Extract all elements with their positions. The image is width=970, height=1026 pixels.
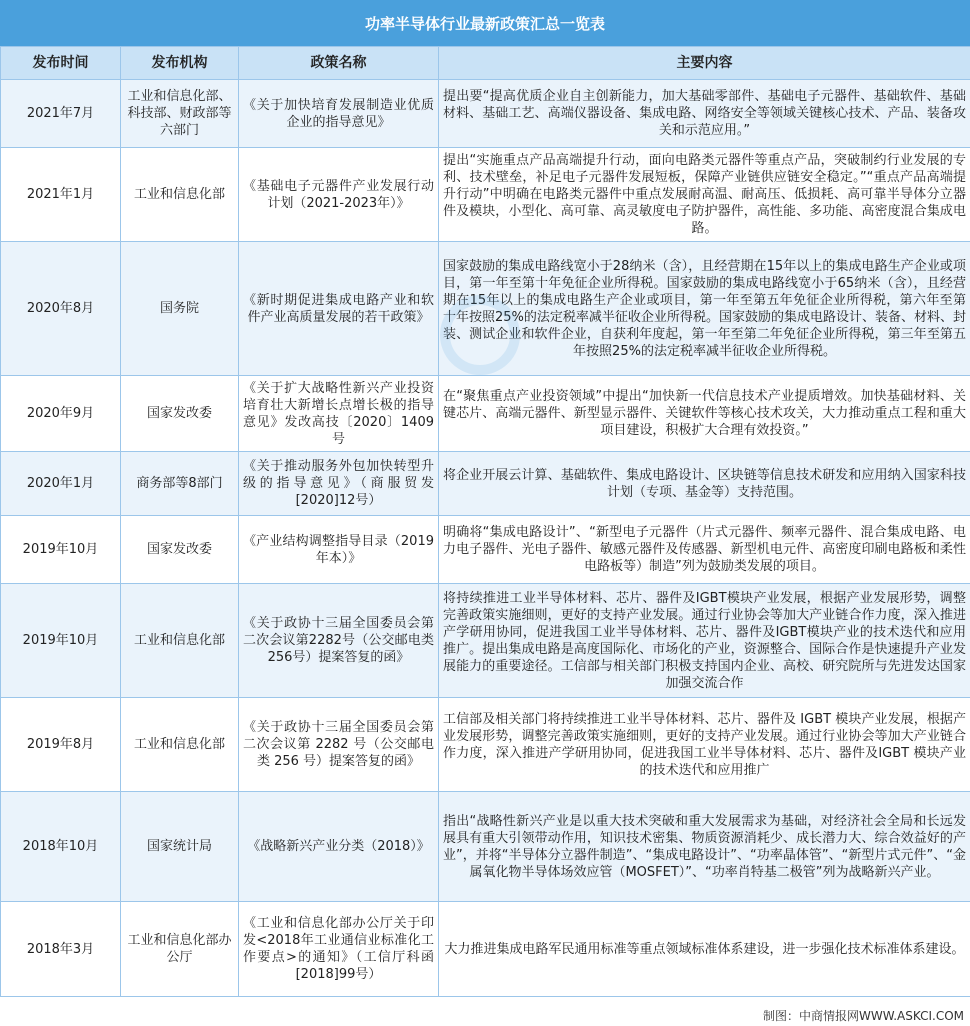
table-row <box>1 148 970 242</box>
cell-org: 国务院 <box>121 242 239 376</box>
table-row <box>1 452 970 516</box>
cell-date: 2020年1月 <box>1 452 121 516</box>
cell-date: 2018年10月 <box>1 792 121 902</box>
cell-date: 2018年3月 <box>1 902 121 997</box>
header-name: 政策名称 <box>239 47 439 80</box>
cell-policy-name: 《关于加快培育发展制造业优质企业的指导意见》 <box>239 80 439 148</box>
cell-policy-name: 《产业结构调整指导目录（2019年本）》 <box>239 516 439 584</box>
cell-org: 工业和信息化部、科技部、财政部等六部门 <box>121 80 239 148</box>
cell-date: 2021年1月 <box>1 148 121 242</box>
cell-content: 大力推进集成电路军民通用标准等重点领域标准体系建设，进一步强化技术标准体系建设。 <box>439 902 970 997</box>
header-date: 发布时间 <box>1 47 121 80</box>
cell-content: 将企业开展云计算、基础软件、集成电路设计、区块链等信息技术研发和应用纳入国家科技计划（专项、基金等）支持范围。 <box>439 452 970 516</box>
cell-org: 工业和信息化部 <box>121 148 239 242</box>
header-row <box>1 47 970 80</box>
cell-content: 指出“战略性新兴产业是以重大技术突破和重大发展需求为基础，对经济社会全局和长远发展具有重大引领带动作用，知识技术密集、物质资源消耗少、成长潜力大、综合效益好的产业”，并将“半导体分立器件制造”、“集成电路设计”、“功率晶体管”、“新型片式元件”、“金属氧化物半导体场效应管（MOSFET）”、“功率肖特基二极管”列为战略新兴产业。 <box>439 792 970 902</box>
table-row <box>1 698 970 792</box>
cell-org: 商务部等8部门 <box>121 452 239 516</box>
cell-content: 提出“实施重点产品高端提升行动，面向电路类元器件等重点产品，突破制约行业发展的专利、技术壁垒，补足电子元器件发展短板，保障产业链供应链安全稳定。”“重点产品高端提升行动”中明确在电路类元器件中重点发展耐高温、耐高压、低损耗、高可靠半导体分立器件及模块，小型化、高可靠、高灵敏度电子防护器件，高性能、多功能、高密度混合集成电路。 <box>439 148 970 242</box>
table-row <box>1 584 970 698</box>
table-row <box>1 516 970 584</box>
cell-policy-name: 《战略新兴产业分类（2018）》 <box>239 792 439 902</box>
table-row <box>1 902 970 997</box>
cell-policy-name: 《关于政协十三届全国委员会第二次会议第 2282 号（公交邮电类 256 号）提案答复的函》 <box>239 698 439 792</box>
cell-content: 在“聚焦重点产业投资领域”中提出“加快新一代信息技术产业提质增效。加快基础材料、关键芯片、高端元器件、新型显示器件、关键软件等核心技术攻关，大力推动重点工程和重大项目建设，积极扩大合理有效投资。” <box>439 376 970 452</box>
cell-date: 2019年8月 <box>1 698 121 792</box>
cell-policy-name: 《工业和信息化部办公厅关于印发<2018年工业通信业标准化工作要点>的通知》（工信厅科函[2018]99号） <box>239 902 439 997</box>
table-row <box>1 242 970 376</box>
table-row <box>1 80 970 148</box>
table-row <box>1 376 970 452</box>
cell-policy-name: 《新时期促进集成电路产业和软件产业高质量发展的若干政策》 <box>239 242 439 376</box>
table-title: 功率半导体行业最新政策汇总一览表 <box>0 0 970 46</box>
cell-date: 2019年10月 <box>1 584 121 698</box>
cell-date: 2020年9月 <box>1 376 121 452</box>
header-content: 主要内容 <box>439 47 970 80</box>
cell-policy-name: 《关于推动服务外包加快转型升级的指导意见》（商服贸发[2020]12号） <box>239 452 439 516</box>
cell-policy-name: 《基础电子元器件产业发展行动计划（2021-2023年）》 <box>239 148 439 242</box>
cell-date: 2020年8月 <box>1 242 121 376</box>
header-org: 发布机构 <box>121 47 239 80</box>
cell-content: 明确将“集成电路设计”、“新型电子元器件（片式元器件、频率元器件、混合集成电路、电力电子器件、光电子器件、敏感元器件及传感器、新型机电元件、高密度印刷电路板和柔性电路板等）制造”列为鼓励类发展的项目。 <box>439 516 970 584</box>
policy-table <box>0 46 970 997</box>
cell-org: 国家发改委 <box>121 516 239 584</box>
cell-date: 2021年7月 <box>1 80 121 148</box>
cell-org: 工业和信息化部办公厅 <box>121 902 239 997</box>
source-footer: 制图：中商情报网WWW.ASKCI.COM <box>763 1009 964 1023</box>
cell-org: 国家发改委 <box>121 376 239 452</box>
cell-content: 提出要“提高优质企业自主创新能力，加大基础零部件、基础电子元器件、基础软件、基础材料、基础工艺、高端仪器设备、集成电路、网络安全等领域关键核心技术、产品、装备攻关和示范应用。” <box>439 80 970 148</box>
cell-policy-name: 《关于扩大战略性新兴产业投资培育壮大新增长点增长极的指导意见》发改高技〔2020〕1409号 <box>239 376 439 452</box>
cell-date: 2019年10月 <box>1 516 121 584</box>
cell-org: 工业和信息化部 <box>121 698 239 792</box>
cell-content: 国家鼓励的集成电路线宽小于28纳米（含），且经营期在15年以上的集成电路生产企业或项目，第一年至第十年免征企业所得税。国家鼓励的集成电路线宽小于65纳米（含），且经营期在15年以上的集成电路生产企业或项目，第一年至第五年免征企业所得税，第六年至第十年按照25%的法定税率减半征收企业所得税。国家鼓励的集成电路设计、装备、材料、封装、测试企业和软件企业，自获利年度起，第一年至第二年免征企业所得税，第三年至第五年按照25%的法定税率减半征收企业所得税。 <box>439 242 970 376</box>
table-row <box>1 792 970 902</box>
cell-content: 将持续推进工业半导体材料、芯片、器件及IGBT模块产业发展，根据产业发展形势，调整完善政策实施细则，更好的支持产业发展。通过行业协会等加大产业链合作力度，深入推进产学研用协同，促进我国工业半导体材料、芯片、器件及IGBT模块产业的技术迭代和应用推广。提出集成电路是高度国际化、市场化的产业，资源整合、国际合作是快速提升产业发展能力的重要途径。工信部与相关部门积极支持国内企业、高校、研究院所与先进发达国家加强交流合作 <box>439 584 970 698</box>
cell-org: 工业和信息化部 <box>121 584 239 698</box>
cell-org: 国家统计局 <box>121 792 239 902</box>
cell-content: 工信部及相关部门将持续推进工业半导体材料、芯片、器件及 IGBT 模块产业发展，根据产业发展形势，调整完善政策实施细则，更好的支持产业发展。通过行业协会等加大产业链合作力度，深入推进产学研用协同，促进我国工业半导体材料、芯片、器件及IGBT 模块产业的技术迭代和应用推广 <box>439 698 970 792</box>
cell-policy-name: 《关于政协十三届全国委员会第二次会议第2282号（公交邮电类256号）提案答复的函》 <box>239 584 439 698</box>
